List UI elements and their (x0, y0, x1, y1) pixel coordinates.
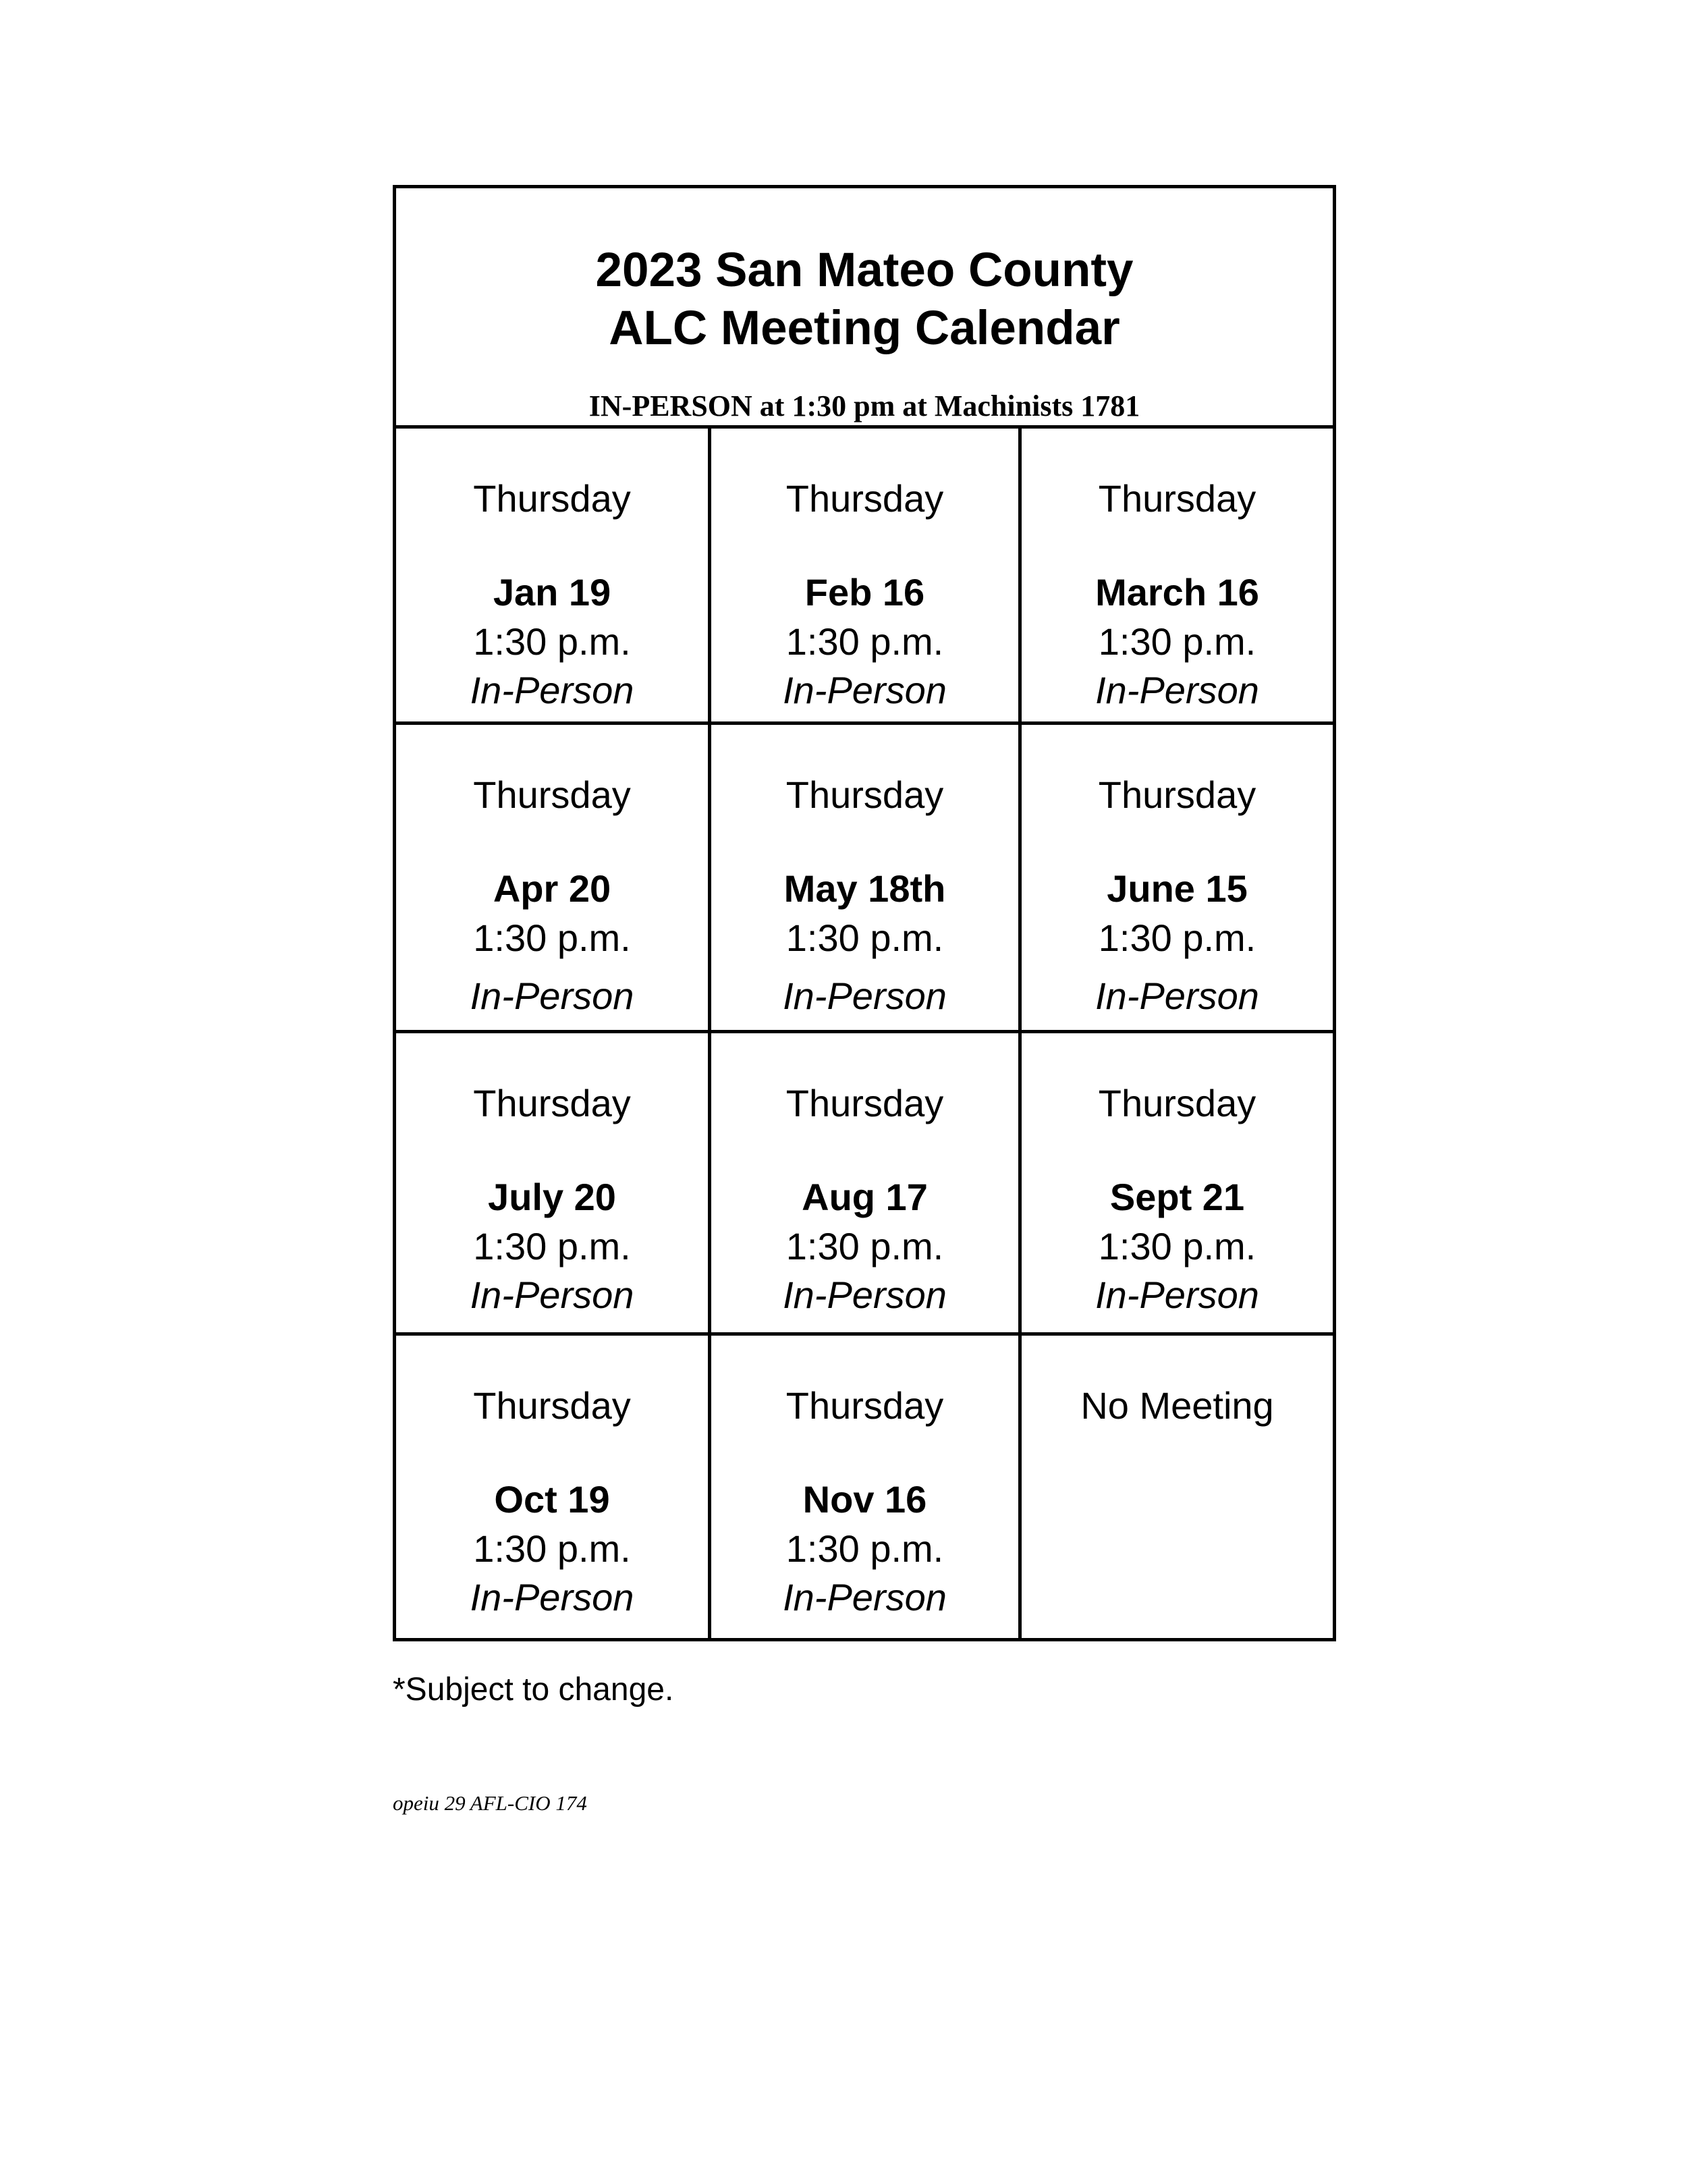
meeting-date: Feb 16 (804, 571, 925, 613)
meeting-date: Sept 21 (1109, 1176, 1245, 1218)
meeting-date: Oct 19 (494, 1478, 610, 1521)
meeting-time: 1:30 p.m. (473, 1225, 631, 1267)
meeting-date: May 18th (783, 867, 946, 910)
meeting-day: Thursday (785, 773, 944, 816)
calendar-header (396, 188, 1333, 429)
meeting-day: Thursday (1098, 477, 1256, 520)
meeting-mode: In-Person (783, 1274, 947, 1316)
meeting-date: Apr 20 (493, 867, 611, 910)
meeting-mode: In-Person (1095, 1274, 1259, 1316)
meeting-time: 1:30 p.m. (1098, 620, 1256, 663)
calendar-subtitle: IN-PERSON at 1:30 pm at Machinists 1781 (588, 389, 1140, 422)
meeting-time: 1:30 p.m. (785, 917, 944, 959)
meeting-time: 1:30 p.m. (473, 917, 631, 959)
subject-to-change-note: *Subject to change. (393, 1672, 674, 1708)
calendar-title-line-1: 2023 San Mateo County (595, 244, 1134, 297)
meeting-mode: In-Person (783, 975, 947, 1017)
meeting-mode: In-Person (470, 669, 634, 711)
meeting-mode: In-Person (783, 669, 947, 711)
meeting-date: Nov 16 (802, 1478, 927, 1521)
meeting-day: Thursday (473, 1082, 631, 1124)
meeting-day: Thursday (473, 773, 631, 816)
meeting-cell (711, 429, 1022, 725)
meeting-date: March 16 (1095, 571, 1259, 613)
meeting-cell (396, 1336, 711, 1638)
meeting-time: 1:30 p.m. (473, 1527, 631, 1570)
meeting-date: June 15 (1107, 867, 1248, 910)
meeting-cell (1022, 1033, 1333, 1336)
meeting-cell (396, 725, 711, 1033)
meeting-cell (396, 429, 711, 725)
no-meeting-label: No Meeting (1080, 1384, 1274, 1427)
meeting-date: Aug 17 (802, 1176, 928, 1218)
meeting-cell (1022, 429, 1333, 725)
meeting-time: 1:30 p.m. (785, 620, 944, 663)
meeting-mode: In-Person (470, 975, 634, 1017)
meeting-grid (396, 429, 1333, 1638)
meeting-calendar-table (393, 185, 1336, 1641)
meeting-date: July 20 (488, 1176, 616, 1218)
meeting-cell (711, 725, 1022, 1033)
meeting-day: Thursday (1098, 773, 1256, 816)
meeting-mode: In-Person (1095, 669, 1259, 711)
meeting-cell-empty (1022, 1336, 1333, 1638)
meeting-date: Jan 19 (493, 571, 611, 613)
calendar-title-line-2: ALC Meeting Calendar (609, 302, 1120, 355)
meeting-cell (396, 1033, 711, 1336)
meeting-mode: In-Person (1095, 975, 1259, 1017)
meeting-cell (711, 1336, 1022, 1638)
meeting-day: Thursday (785, 477, 944, 520)
meeting-day: Thursday (785, 1384, 944, 1427)
meeting-time: 1:30 p.m. (785, 1225, 944, 1267)
meeting-day: Thursday (785, 1082, 944, 1124)
meeting-mode: In-Person (783, 1576, 947, 1618)
meeting-time: 1:30 p.m. (1098, 1225, 1256, 1267)
meeting-day: Thursday (1098, 1082, 1256, 1124)
union-bug-footer: opeiu 29 AFL-CIO 174 (393, 1791, 587, 1815)
meeting-cell (1022, 725, 1333, 1033)
meeting-mode: In-Person (470, 1576, 634, 1618)
meeting-day: Thursday (473, 477, 631, 520)
meeting-cell (711, 1033, 1022, 1336)
meeting-day: Thursday (473, 1384, 631, 1427)
meeting-time: 1:30 p.m. (785, 1527, 944, 1570)
meeting-time: 1:30 p.m. (1098, 917, 1256, 959)
meeting-time: 1:30 p.m. (473, 620, 631, 663)
meeting-mode: In-Person (470, 1274, 634, 1316)
